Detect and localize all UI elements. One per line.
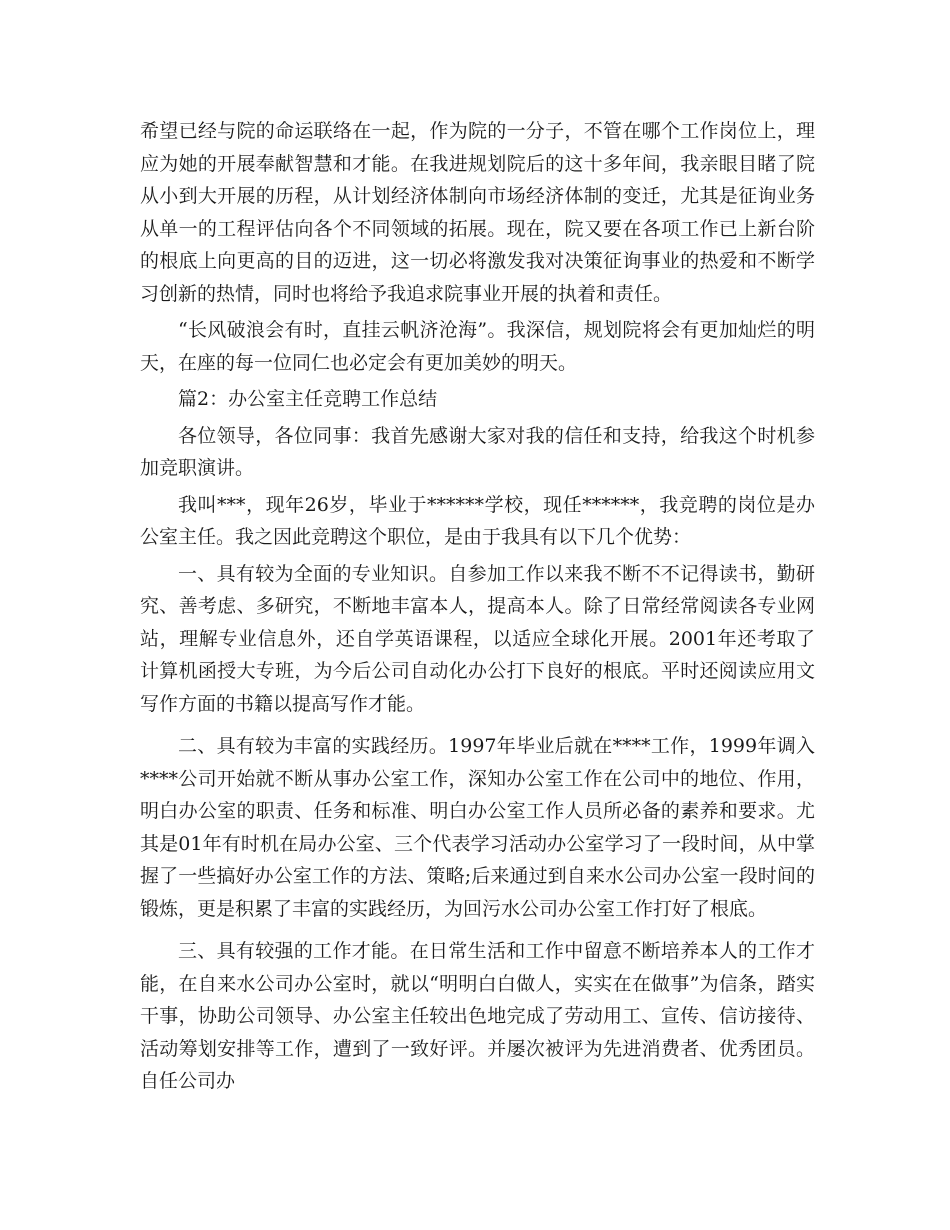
document-body <box>140 115 815 1102</box>
paragraph-greeting: 各位领导，各位同事：我首先感谢大家对我的信任和支持，给我这个时机参加竞职演讲。 <box>140 424 815 479</box>
paragraph-introduction: 我叫***，现年26岁，毕业于******学校，现任******，我竞聘的岗位是办公室主任。我之因此竞聘这个职位，是由于我具有以下几个优势： <box>140 493 815 548</box>
paragraph-advantage-2: 二、具有较为丰富的实践经历。1997年毕业后就在****工作，1999年调入****公司开始就不断从事办公室工作，深知办公室工作在公司中的地位、作用，明白办公室的职责、任务和标准、明白办公室工作人员所必备的素养和要求。尤其是01年有时机在局办公室、三个代表学习活动办公室学习了一段时间，从中掌握了一些搞好办公室工作的方法、策略;后来通过到自来水公司办公室一段时间的锻炼，更是积累了丰富的实践经历，为回污水公司办公室工作打好了根底。 <box>140 735 815 920</box>
paragraph-advantage-1: 一、具有较为全面的专业知识。自参加工作以来我不断不不记得读书，勤研究、善考虑、多研究，不断地丰富本人，提高本人。除了日常经常阅读各专业网站，理解专业信息外，还自学英语课程，以适应全球化开展。2001年还考取了计算机函授大专班，为今后公司自动化办公打下良好的根底。平时还阅读应用文写作方面的书籍以提高写作才能。 <box>140 562 815 715</box>
paragraph-1: 希望已经与院的命运联络在一起，作为院的一分子，不管在哪个工作岗位上，理应为她的开展奉献智慧和才能。在我进规划院后的这十多年间，我亲眼目睹了院从小到大开展的历程，从计划经济体制向市场经济体制的变迁，尤其是征询业务从单一的工程评估向各个不同领域的拓展。现在，院又要在各项工作已上新台阶的根底上向更高的目的迈进，这一切必将激发我对决策征询事业的热爱和不断学习创新的热情，同时也将给予我追求院事业开展的执着和责任。 <box>140 120 815 305</box>
paragraph-advantage-3: 三、具有较强的工作才能。在日常生活和工作中留意不断培养本人的工作才能，在自来水公司办公室时，就以“明明白白做人，实实在在做事”为信条，踏实干事，协助公司领导、办公室主任较出色地完成了劳动用工、宣传、信访接待、活动筹划安排等工作，遭到了一致好评。并屡次被评为先进消费者、优秀团员。自任公司办 <box>140 940 815 1092</box>
paragraph-2: “长风破浪会有时，直挂云帆济沧海”。我深信，规划院将会有更加灿烂的明天，在座的每一位同仁也必定会有更加美妙的明天。 <box>140 319 815 374</box>
section-heading: 篇2：办公室主任竞聘工作总结 <box>178 388 438 410</box>
